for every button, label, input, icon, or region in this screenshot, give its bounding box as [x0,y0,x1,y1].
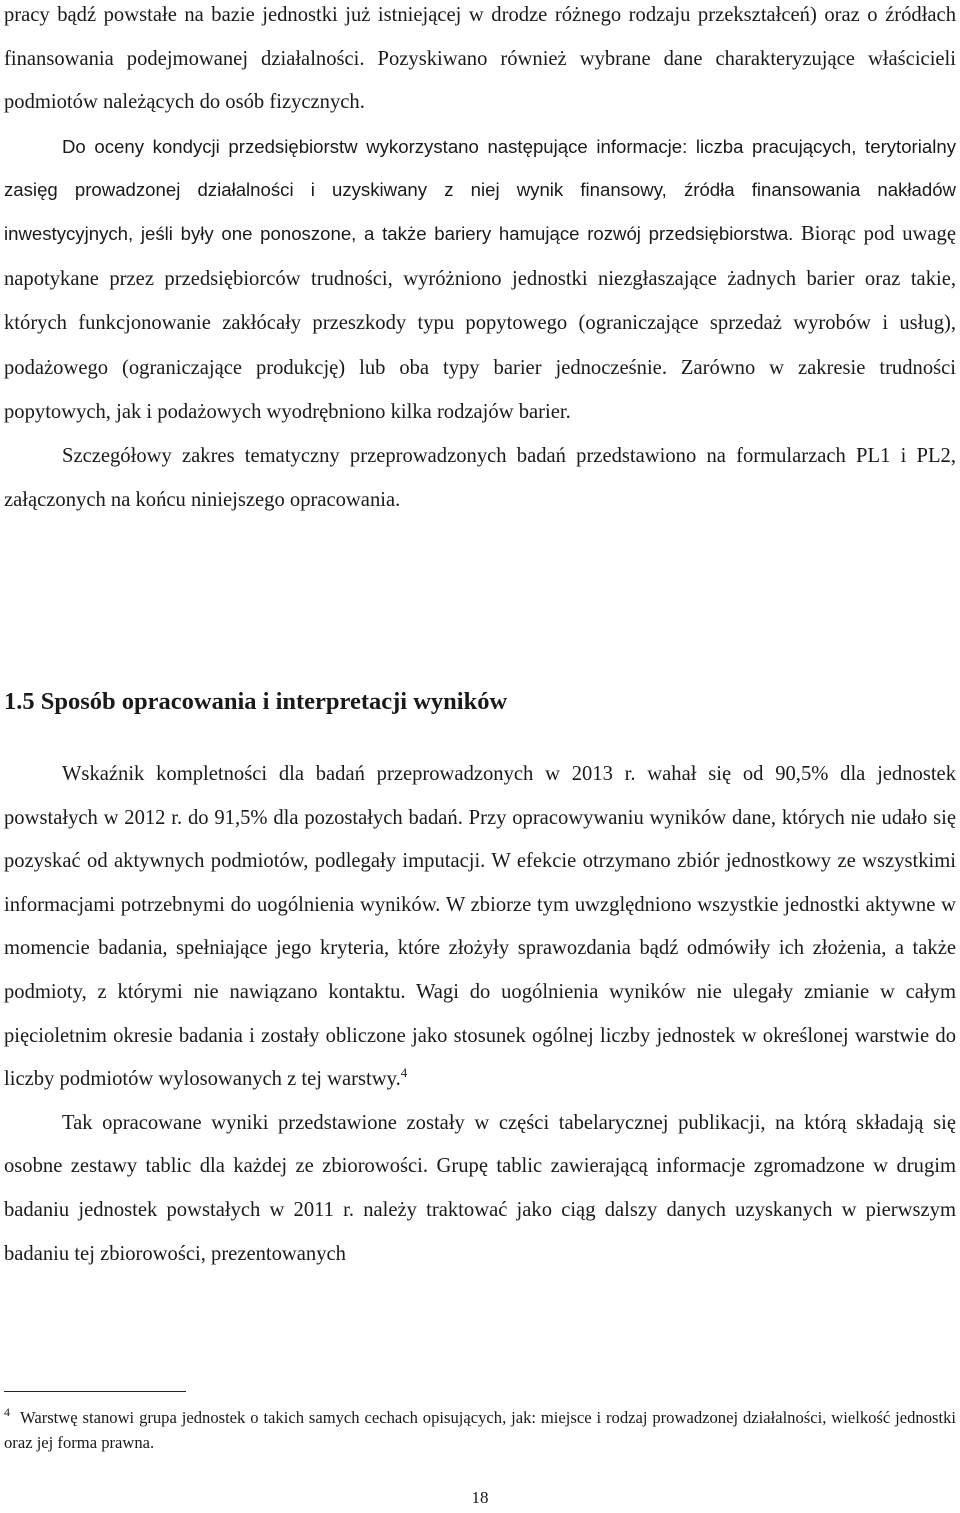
paragraph-continuation: pracy bądź powstałe na bazie jednostki już istniejącej w drodze różnego rodzaju przekształceń) oraz o źródłach finansowania podejmowanej działalności. Pozyskiwano również wybrane dane charakteryzujące właścicieli podmiotów należących do osób fizycznych. [4,4,956,114]
footnote-number: 4 [4,1405,10,1420]
section-text-block [4,753,956,1276]
paragraph-assessment [4,125,956,435]
paragraph-method-text: Wskaźnik kompletności dla badań przeprowadzonych w 2013 r. wahał się od 90,5% dla jednostek powstałych w 2012 r. do 91,5% dla pozostałych badań. Przy opracowywaniu wyników dane, których nie udało się pozyskać od aktywnych podmiotów, podlegały imputacji. W efekcie otrzymano zbiór jednostkowy ze wszystkimi informacjami potrzebnymi do uogólnienia wyników. W zbiorze tym uwzględniono wszystkie jednostki aktywne w momencie badania, spełniające jego kryteria, które złożyły sprawozdania bądź odmówiły ich złożenia, a także podmioty, z którymi nie nawiązano kontaktu. Wagi do uogólnienia wyników nie ulegały zmianie w całym pięcioletnim okresie badania i zostały obliczone jako stosunek ogólnej liczby jednostek w określonej warstwie do liczby podmiotów wylosowanych z tej warstwy. [4,763,956,1091]
paragraph-assessment-part1: Do oceny kondycji przedsiębiorstw wykorzystano następujące informacje: liczba pracujących, terytorialny zasięg prowadzonej działalności i uzyskiwany z niej wynik finansowy, źródła finansowania nakładów inwestycyjnych, jeśli były one ponoszone, a także bariery hamujące rozwój przedsiębiorstwa. [4,135,956,244]
footnote [4,1405,956,1455]
section-heading: 1.5 Sposób opracowania i interpretacji wyników [4,688,508,715]
paragraph-assessment-part2: Biorąc pod uwagę napotykane przez przedsiębiorców trudności, wyróżniono jednostki niezgłaszające żadnych barier oraz takie, których funkcjonowanie zakłócały przeszkody typu popytowego (ograniczające sprzedaż wyrobów i usług), podażowego (ograniczające produkcję) lub oba typy barier jednocześnie. Zarówno w zakresie trudności popytowych, jak i podażowych wyodrębniono kilka rodzajów barier. [4,222,956,424]
body-text-block [4,0,956,522]
paragraph-method [4,753,956,1102]
footnote-separator [4,1391,186,1392]
page-number: 18 [471,1488,489,1507]
footnote-reference[interactable]: 4 [400,1065,408,1081]
paragraph-forms: Szczegółowy zakres tematyczny przeprowadzonych badań przedstawiono na formularzach PL1 i PL2, załączonych na końcu niniejszego opracowania. [4,444,956,511]
footnote-text: Warstwę stanowi grupa jednostek o takich samych cechach opisujących, jak: miejsce i rodzaj prowadzonej działalności, wielkość jednostki oraz jej forma prawna. [4,1408,956,1452]
paragraph-results: Tak opracowane wyniki przedstawione zostały w części tabelarycznej publikacji, na którą składają się osobne zestawy tablic dla każdej ze zbiorowości. Grupę tablic zawierającą informacje zgromadzone w drugim badaniu jednostek powstałych w 2011 r. należy traktować jako ciąg dalszy danych uzyskanych w pierwszym badaniu tej zbiorowości, prezentowanych [4,1111,956,1265]
